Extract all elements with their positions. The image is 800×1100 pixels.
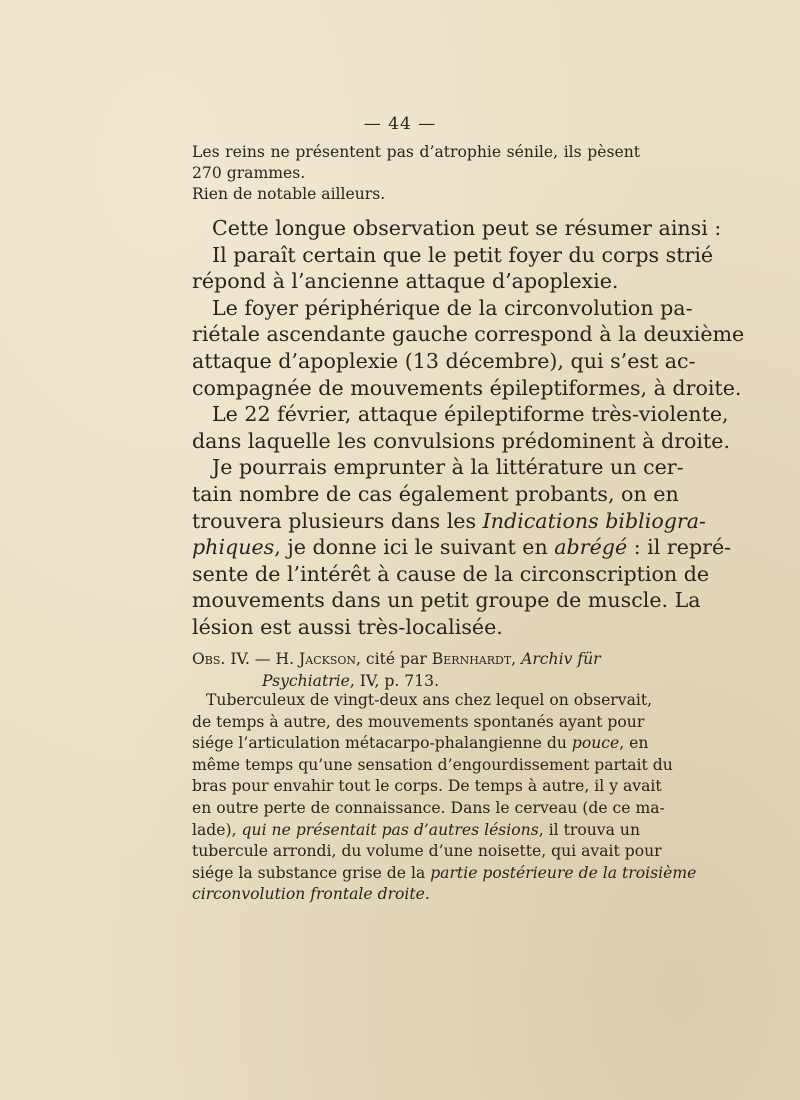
summary-paragraph: [192, 215, 745, 641]
text-line: [192, 508, 707, 535]
text-line: Tuberculeux de vingt-deux ans chez lequel on observait,: [206, 691, 653, 709]
text-line: lésion est aussi très-localisée.: [192, 614, 503, 639]
text-line: répond à l’ancienne attaque d’apoplexie.: [192, 269, 619, 294]
journal-title: Psychiatrie: [262, 672, 350, 690]
text-run: ,: [511, 650, 522, 668]
text-run: : il repré-: [627, 535, 732, 560]
text-run: , je donne ici le suivant en: [274, 535, 548, 560]
text-line: même temps qu’une sensation d’engourdissement partait du: [192, 755, 673, 774]
text-run: — H.: [249, 650, 299, 668]
text-line: 270 grammes.: [192, 164, 306, 182]
italic-run: circonvolution frontale droite.: [192, 885, 430, 904]
text-run: siége la substance grise de la: [192, 863, 431, 882]
text-line: Il paraît certain que le petit foyer du corps strié: [212, 242, 714, 267]
text-line: [192, 534, 732, 561]
text-line: bras pour envahir tout le corps. De temps à autre, il y avait: [192, 777, 662, 796]
text-line: compagnée de mouvements épileptiformes, à droite.: [192, 375, 742, 400]
text-line: riétale ascendante gauche correspond à la deuxième: [192, 322, 745, 347]
case-paragraph: [192, 690, 697, 906]
text-run: trouvera plusieurs dans les: [192, 508, 477, 533]
author-name: Bernhardt: [431, 650, 512, 668]
text-line: [192, 863, 697, 885]
journal-title: Archiv für: [521, 650, 601, 668]
text-line: Cette longue observation peut se résumer ainsi :: [212, 216, 722, 240]
italic-run: qui ne présentait pas d’autres lésions: [241, 820, 539, 839]
italic-run: phiques: [192, 535, 275, 560]
text-run: , il trouva un: [538, 820, 641, 839]
observation-heading: [192, 648, 640, 692]
italic-run: pouce: [571, 734, 620, 753]
text-line: [192, 884, 640, 906]
text-line: Le foyer périphérique de la circonvolution pa-: [212, 295, 693, 320]
text-run: , en: [619, 734, 649, 753]
text-line: attaque d’apoplexie (13 décembre), qui s’est ac-: [192, 348, 696, 373]
text-run: , cité par: [356, 650, 432, 668]
italic-run: partie postérieure de la troisième: [430, 863, 697, 882]
italic-run: abrégé: [554, 535, 628, 560]
text-line: Le 22 février, attaque épileptiforme très-violente,: [212, 402, 729, 427]
text-line: [192, 733, 649, 755]
text-line: Les reins ne présentent pas d’atrophie sénile, ils pèsent: [192, 143, 640, 161]
text-line: sente de l’intérêt à cause de la circonscription de: [192, 561, 710, 586]
text-line: Rien de notable ailleurs.: [192, 185, 386, 203]
text-line: tain nombre de cas également probants, on en: [192, 481, 679, 506]
author-name: Jackson: [299, 650, 357, 668]
text-line: mouvements dans un petit groupe de muscle. La: [192, 588, 701, 613]
heading-line: [192, 670, 640, 692]
text-run: , IV, p. 713.: [349, 672, 440, 690]
text-line: tubercule arrondi, du volume d’une noisette, qui avait pour: [192, 842, 662, 861]
text-line: en outre perte de connaissance. Dans le cerveau (de ce ma-: [192, 798, 665, 817]
italic-run: Indications bibliogra-: [482, 508, 707, 533]
heading-line: [192, 648, 640, 670]
page-number: — 44 —: [363, 114, 437, 134]
text-run: lade),: [192, 820, 242, 839]
text-run: siége l’articulation métacarpo-phalangienne du: [192, 734, 572, 753]
intro-paragraph: [192, 143, 640, 206]
text-line: [192, 820, 640, 842]
text-line: Je pourrais emprunter à la littérature un cer-: [212, 455, 684, 480]
obs-label: Obs. IV.: [192, 650, 250, 668]
text-line: de temps à autre, des mouvements spontanés ayant pour: [192, 712, 645, 731]
text-line: dans laquelle les convulsions prédominent à droite.: [192, 428, 731, 453]
